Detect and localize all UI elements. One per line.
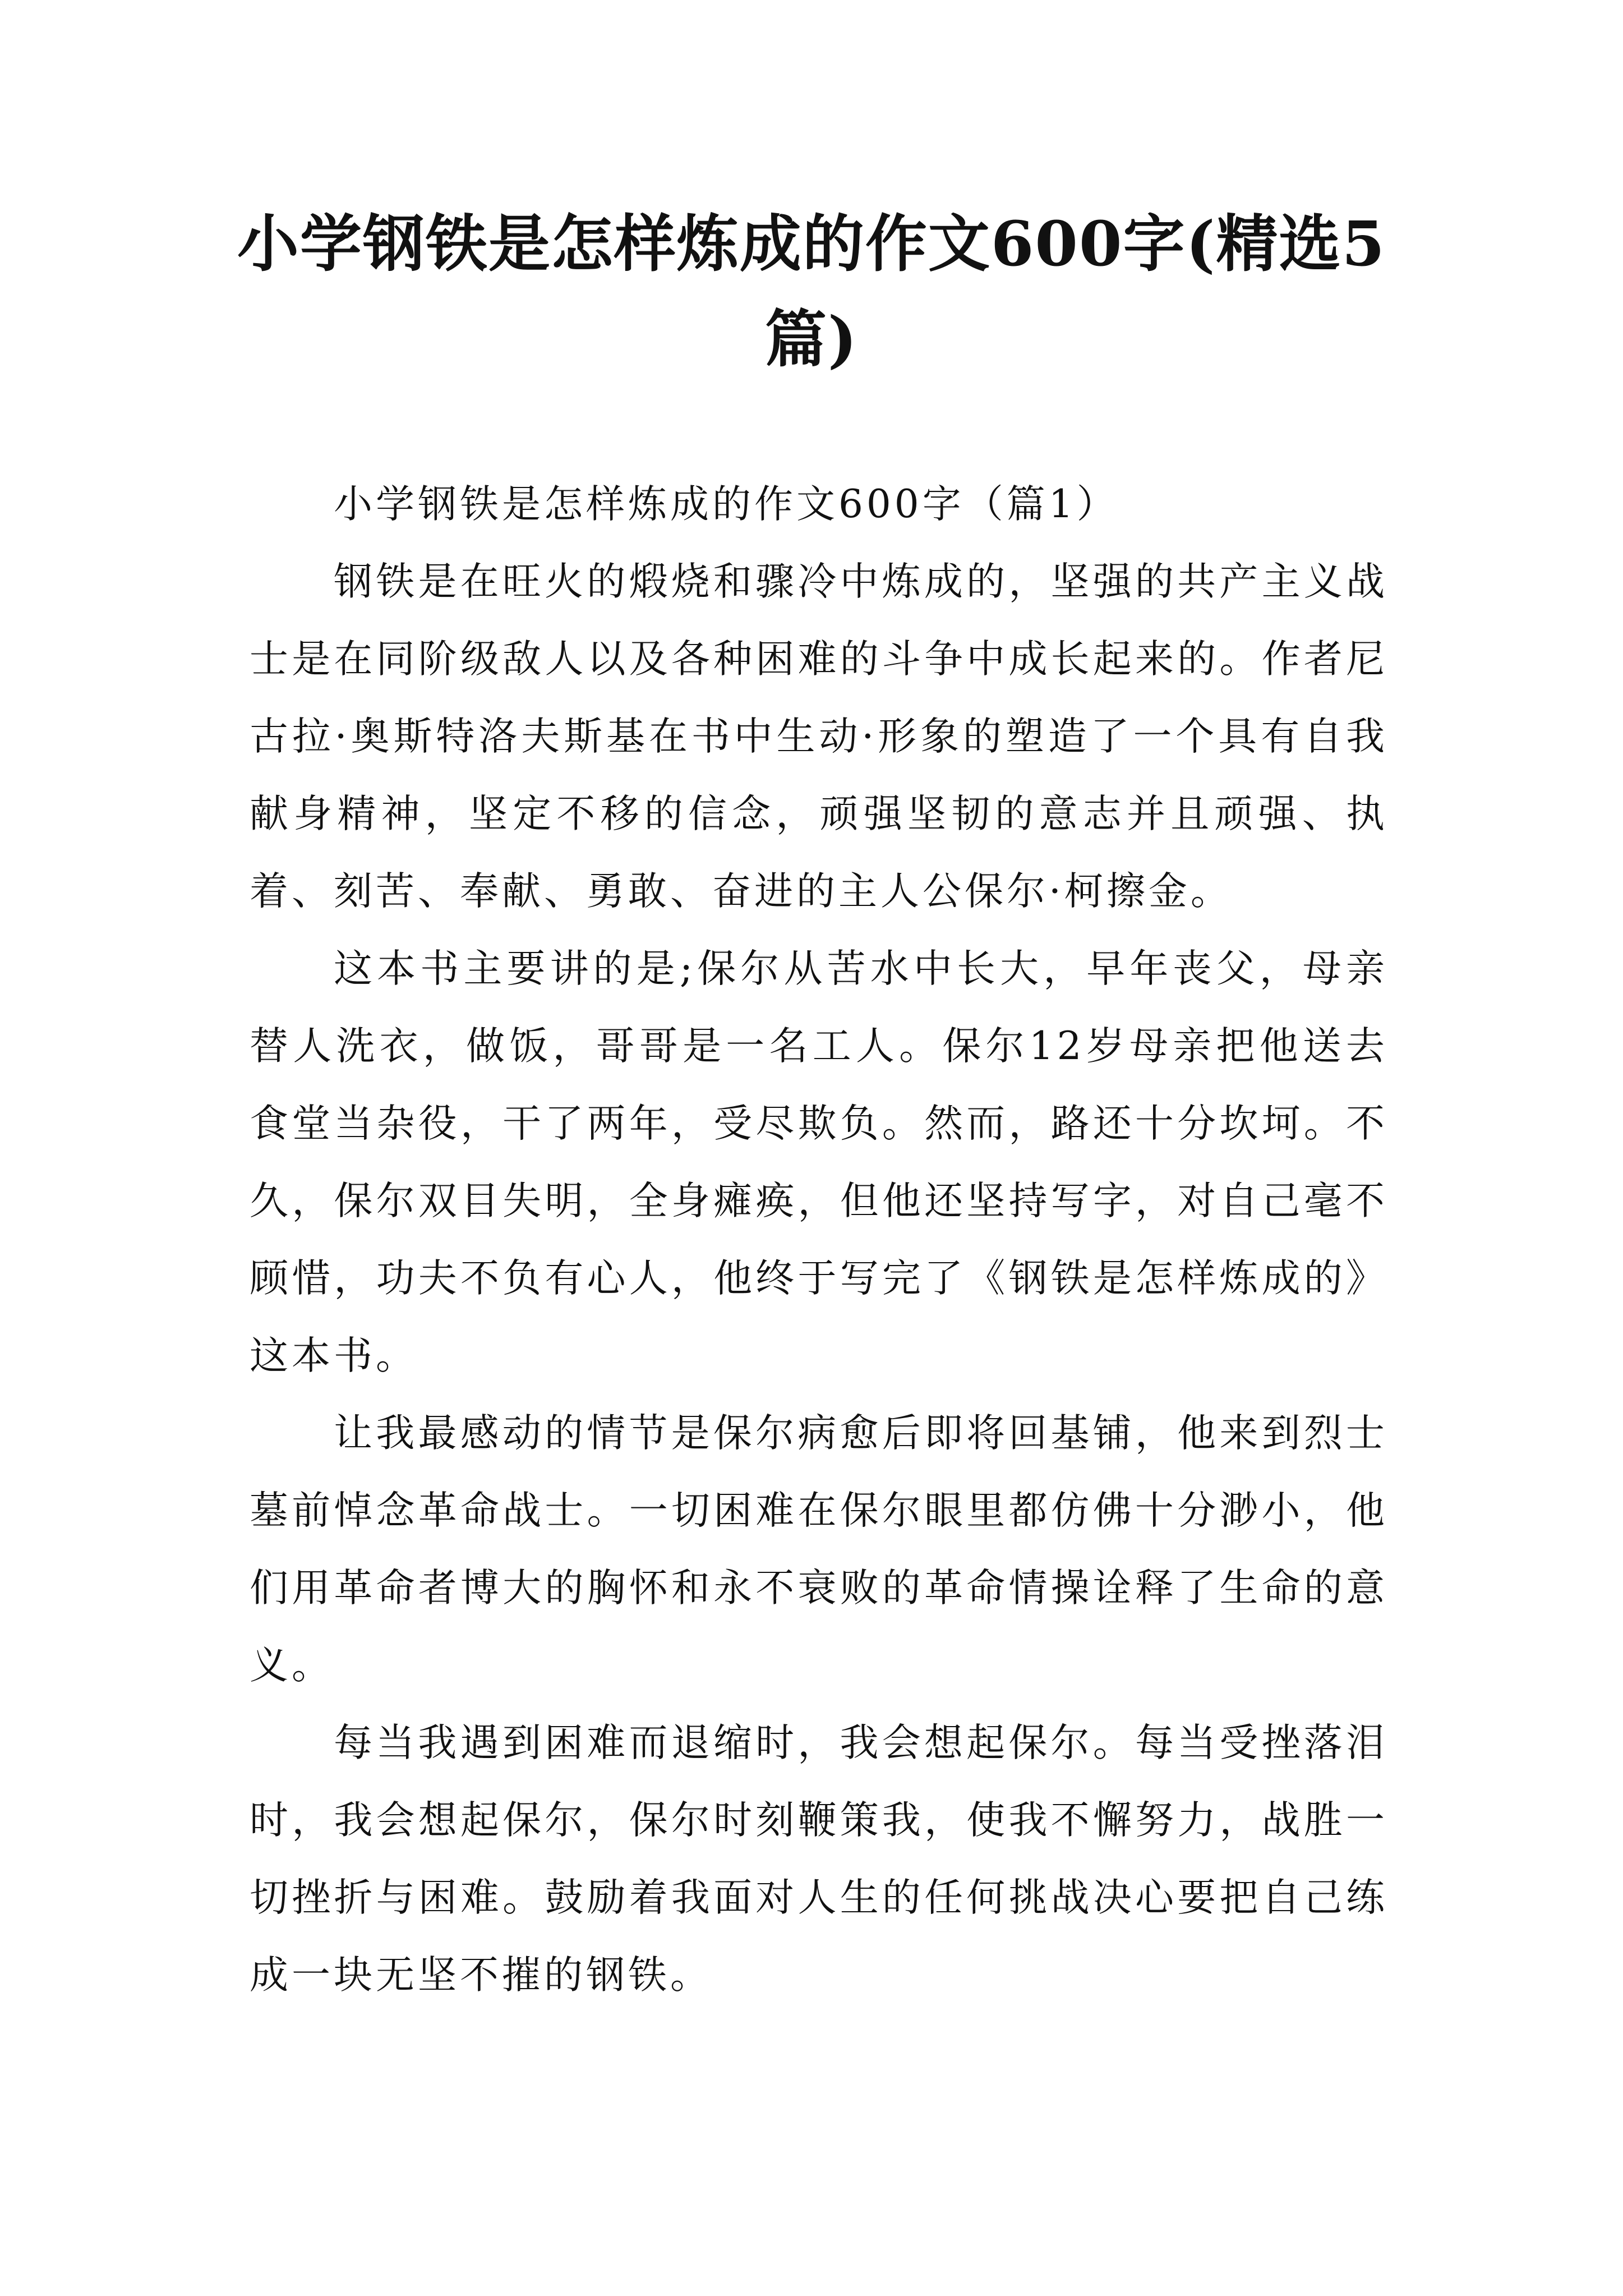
paragraph-1: 钢铁是在旺火的煅烧和骤冷中炼成的，坚强的共产主义战士是在同阶级敌人以及各种困难的斗争中成长起来的。作者尼古拉·奥斯特洛夫斯基在书中生动·形象的塑造了一个具有自我献身精神，坚定不移的信念，顽强坚韧的意志并且顽强、执着、刻苦、奉献、勇敢、奋进的主人公保尔·柯擦金。	[250, 559, 1388, 914]
section-heading: 小学钢铁是怎样炼成的作文600字（篇1）	[334, 482, 1119, 527]
document-title: 小学钢铁是怎样炼成的作文600字(精选5篇)	[237, 208, 1386, 375]
paragraph-3: 让我最感动的情节是保尔病愈后即将回基铺，他来到烈士墓前悼念革命战士。一切困难在保尔眼里都仿佛十分渺小，他们用革命者博大的胸怀和永不衰败的革命情操诠释了生命的意义。	[250, 1411, 1388, 1688]
document-body	[250, 466, 1388, 2014]
paragraph-4: 每当我遇到困难而退缩时，我会想起保尔。每当受挫落泪时，我会想起保尔，保尔时刻鞭策我，使我不懈努力，战胜一切挫折与困难。鼓励着我面对人生的任何挑战决心要把自己练成一块无坚不摧的钢铁。	[250, 1720, 1388, 1998]
paragraph-2: 这本书主要讲的是;保尔从苦水中长大，早年丧父，母亲替人洗衣，做饭，哥哥是一名工人。保尔12岁母亲把他送去食堂当杂役，干了两年，受尽欺负。然而，路还十分坎坷。不久，保尔双目失明，全身瘫痪，但他还坚持写字，对自己毫不顾惜，功夫不负有心人，他终于写完了《钢铁是怎样炼成的》这本书。	[250, 946, 1388, 1378]
